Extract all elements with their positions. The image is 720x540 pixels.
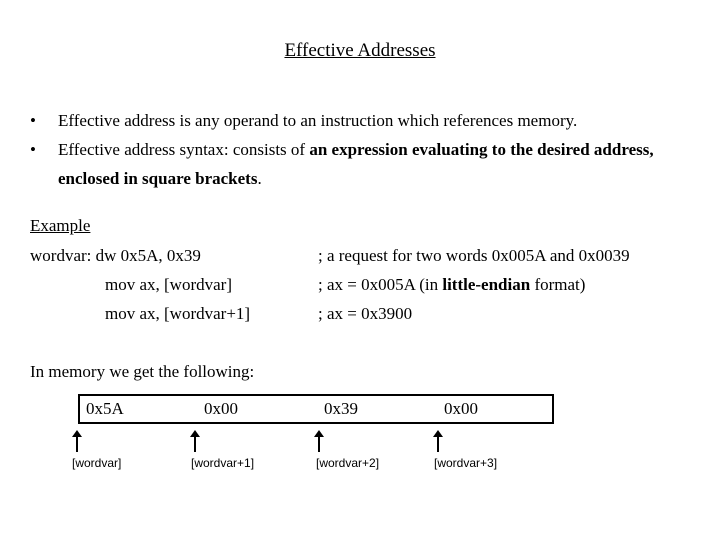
bullet-item: [30, 106, 700, 135]
code-comment: ; a request for two words 0x005A and 0x0039: [318, 246, 630, 265]
memory-byte: 0x5A: [86, 399, 124, 418]
memory-byte: 0x39: [324, 399, 358, 418]
bullet-text-end: .: [257, 169, 262, 188]
memory-box: [78, 394, 554, 424]
address-label: [wordvar+1]: [191, 456, 255, 470]
memory-byte: 0x00: [444, 399, 478, 418]
bullet-dot: •: [30, 111, 36, 130]
bullet-text: Effective address is any operand to an instruction which references memory.: [58, 111, 578, 130]
bullet-bold-text: an expression evaluating to the desired address, enclosed in square brackets: [58, 140, 654, 188]
code-comment: [318, 275, 585, 295]
up-arrow-icon: [194, 432, 196, 452]
bullet-list: [30, 106, 700, 193]
address-label: [wordvar]: [72, 456, 122, 470]
code-line: mov ax, [wordvar]: [105, 275, 232, 294]
code-comment: ; ax = 0x3900: [318, 304, 413, 323]
address-label: [wordvar+2]: [316, 456, 380, 470]
bullet-text: Effective address syntax: consists of: [58, 140, 310, 159]
code-line: wordvar: dw 0x5A, 0x39: [30, 246, 201, 265]
bullet-item: [30, 135, 700, 193]
up-arrow-icon: [76, 432, 78, 452]
comment-text-end: format): [530, 275, 586, 294]
example-heading: Example: [30, 216, 91, 235]
memory-intro: In memory we get the following:: [30, 362, 255, 381]
page-title: Effective Addresses: [284, 40, 436, 61]
up-arrow-icon: [318, 432, 320, 452]
bullet-dot: •: [30, 140, 36, 159]
address-label: [wordvar+3]: [434, 456, 498, 470]
memory-byte: 0x00: [204, 399, 238, 418]
up-arrow-icon: [437, 432, 439, 452]
comment-bold-text: little-endian: [442, 275, 531, 294]
code-line: mov ax, [wordvar+1]: [105, 304, 251, 323]
comment-text: ; ax = 0x005A (in: [318, 275, 443, 294]
